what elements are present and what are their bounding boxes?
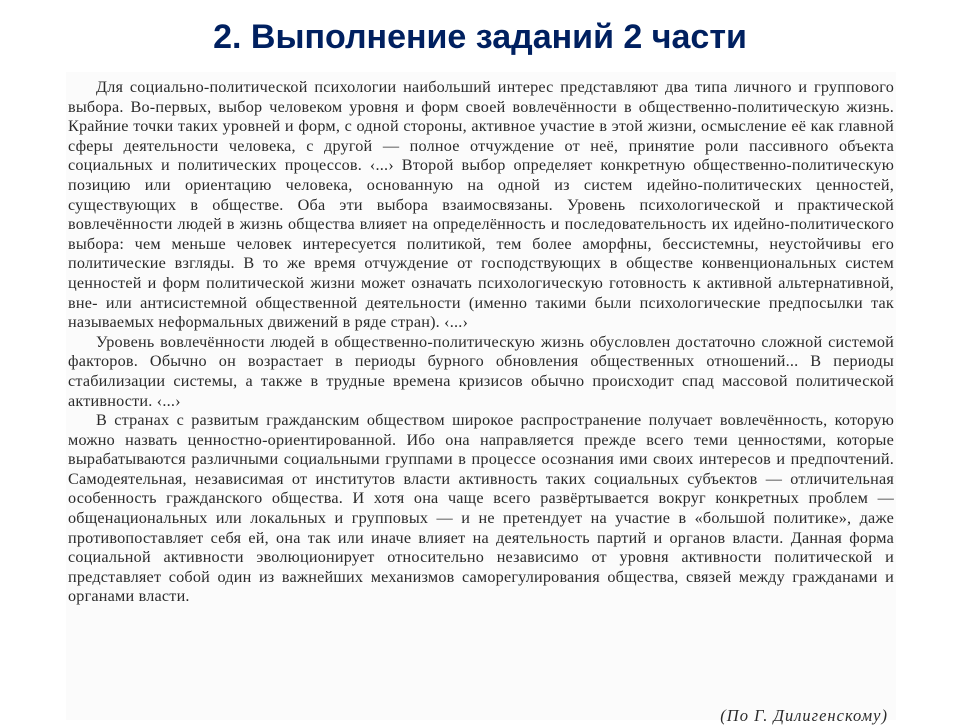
scanned-text-page [66,72,896,725]
slide-title: 2. Выполнение заданий 2 части [213,18,747,56]
document-text [68,78,894,607]
source-attribution: (По Г. Дилигенскому) [720,706,888,725]
paragraph-3: В странах с развитым гражданским обществом широкое распространение получает вовлечённость, которую можно назвать ценностно-ориентированной. Ибо она направляется прежде всего теми ценностями, которые вырабатываются различными социальными группами в процессе осознания ими своих интересов и предпочтений. Самодеятельная, независимая от институтов власти активность таких социальных субъектов — отличительная особенность гражданского общества. И хотя она чаще всего развёртывается вокруг конкретных проблем — общенациональных или локальных и групповых — и не претендует на участие в «большой политике», даже противопоставляет себя ей, она так или иначе влияет на деятельность партий и органов власти. Данная форма социальной активности эволюционирует относительно независимо от уровня активности политической и представляет собой один из важнейших механизмов саморегулирования общества, связей между гражданами и органами власти. [68,411,894,606]
paragraph-1: Для социально-политической психологии наибольший интерес представляют два типа личного и группового выбора. Во-первых, выбор человеком уровня и форм своей вовлечённости в общественно-политическую жизнь. Крайние точки таких уровней и форм, с одной стороны, активное участие в этой жизни, осмысление её как главной сферы деятельности человека, с другой — полное отчуждение от неё, принятие роли пассивного объекта социальных и политических процессов. ‹...› Второй выбор определяет конкретную общественно-политическую позицию или ориентацию человека, основанную на одной из систем идейно-политических ценностей, существующих в обществе. Оба эти выбора взаимосвязаны. Уровень психологической и практической вовлечённости людей в жизнь общества влияет на определённость и последовательность их идейно-политического выбора: чем меньше человек интересуется политикой, тем более аморфны, бессистемны, неустойчивы его политические взгляды. В то же время отчуждение от господствующих в обществе конвенциональных систем ценностей и форм политической жизни может означать психологическую готовность к активной альтернативной, вне- или антисистемной общественной деятельности (именно такими были психологические предпосылки так называемых неформальных движений в ряде стран). ‹...› [68,78,894,332]
paragraph-2: Уровень вовлечённости людей в общественно-политическую жизнь обусловлен достаточно сложной системой факторов. Обычно он возрастает в периоды бурного обновления общественных отношений... В периоды стабилизации системы, а также в трудные времена кризисов обычно происходит спад массовой политической активности. ‹...› [68,332,894,410]
